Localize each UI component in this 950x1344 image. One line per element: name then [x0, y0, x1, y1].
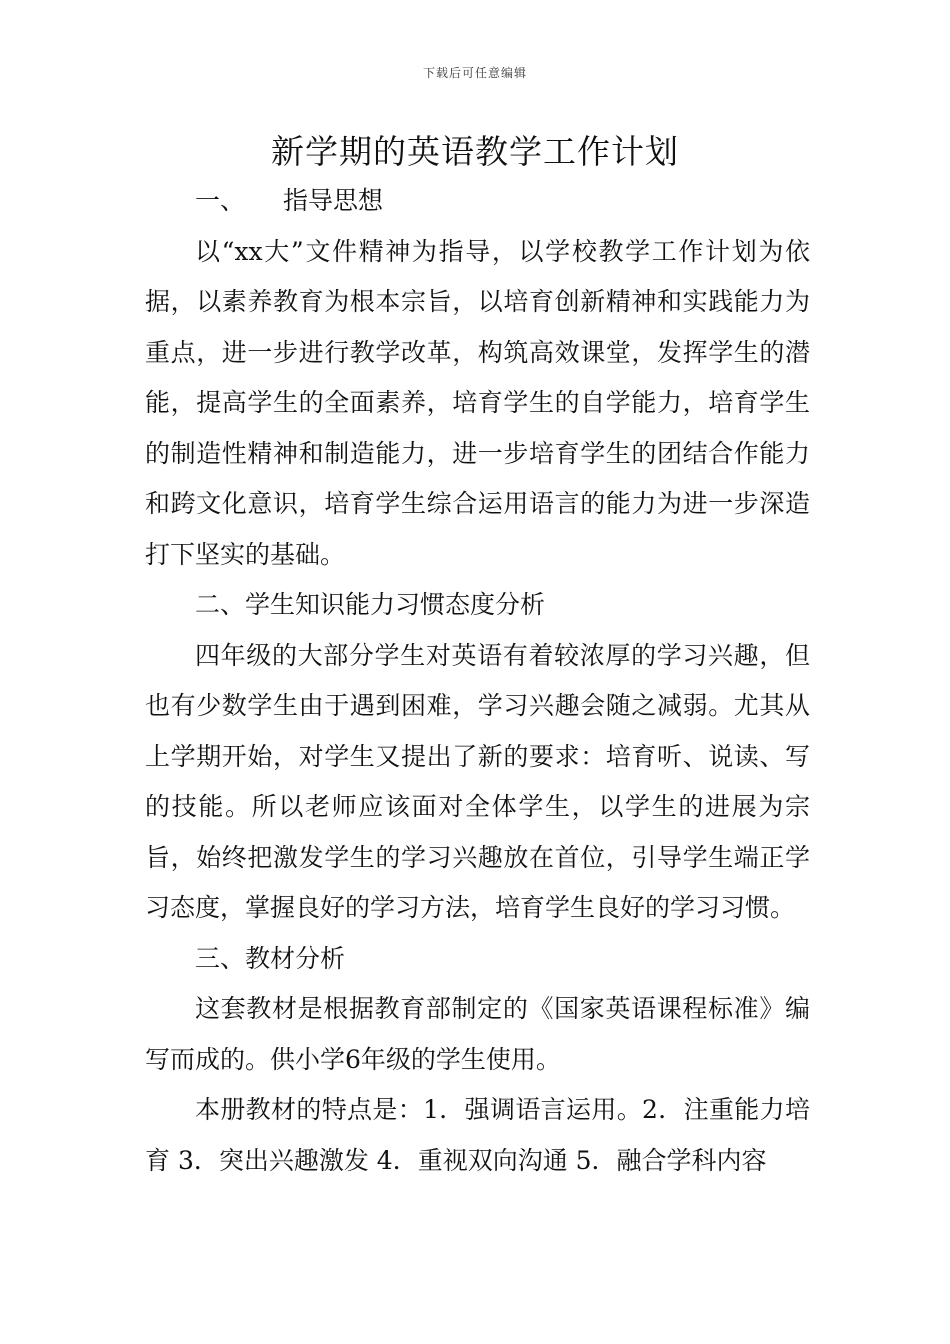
section-1-number: 一、 — [195, 186, 246, 215]
section-2-heading: 二、学生知识能力习惯态度分析 — [195, 590, 546, 619]
section-1-paragraph: 以“xx大”文件精神为指导，以学校教学工作计划为依据，以素养教育为根本宗旨，以培育创新精神和实践能力为重点，进一步进行教学改革，构筑高效课堂，发挥学生的潜能，提高学生的全面素养，培育学生的自学能力，培育学生的制造性精神和制造能力，进一步培育学生的团结合作能力和跨文化意识，培育学生综合运用语言的能力为进一步深造打下坚实的基础。 — [145, 236, 810, 569]
section-1-heading — [145, 176, 810, 227]
document-body — [145, 176, 810, 1186]
section-2-paragraph: 四年级的大部分学生对英语有着较浓厚的学习兴趣，但也有少数学生由于遇到困难，学习兴趣会随之减弱。尤其从上学期开始，对学生又提出了新的要求：培育听、说读、写的技能。所以老师应该面对全体学生，以学生的进展为宗旨，始终把激发学生的学习兴趣放在首位，引导学生端正学习态度，掌握良好的学习方法，培育学生良好的学习习惯。 — [145, 640, 810, 922]
section-3-paragraph-2: 本册教材的特点是：1．强调语言运用。2．注重能力培育 3．突出兴趣激发 4．重视双向沟通 5．融合学科内容 — [145, 1095, 810, 1175]
section-3-heading: 三、教材分析 — [195, 943, 346, 973]
document-title: 新学期的英语教学工作计划 — [271, 132, 679, 171]
section-1-title: 指导思想 — [283, 186, 384, 215]
section-3-paragraph-1: 这套教材是根据教育部制定的《国家英语课程标准》编写而成的。供小学6年级的学生使用。 — [145, 994, 810, 1074]
header-note: 下载后可任意编辑 — [422, 66, 527, 80]
